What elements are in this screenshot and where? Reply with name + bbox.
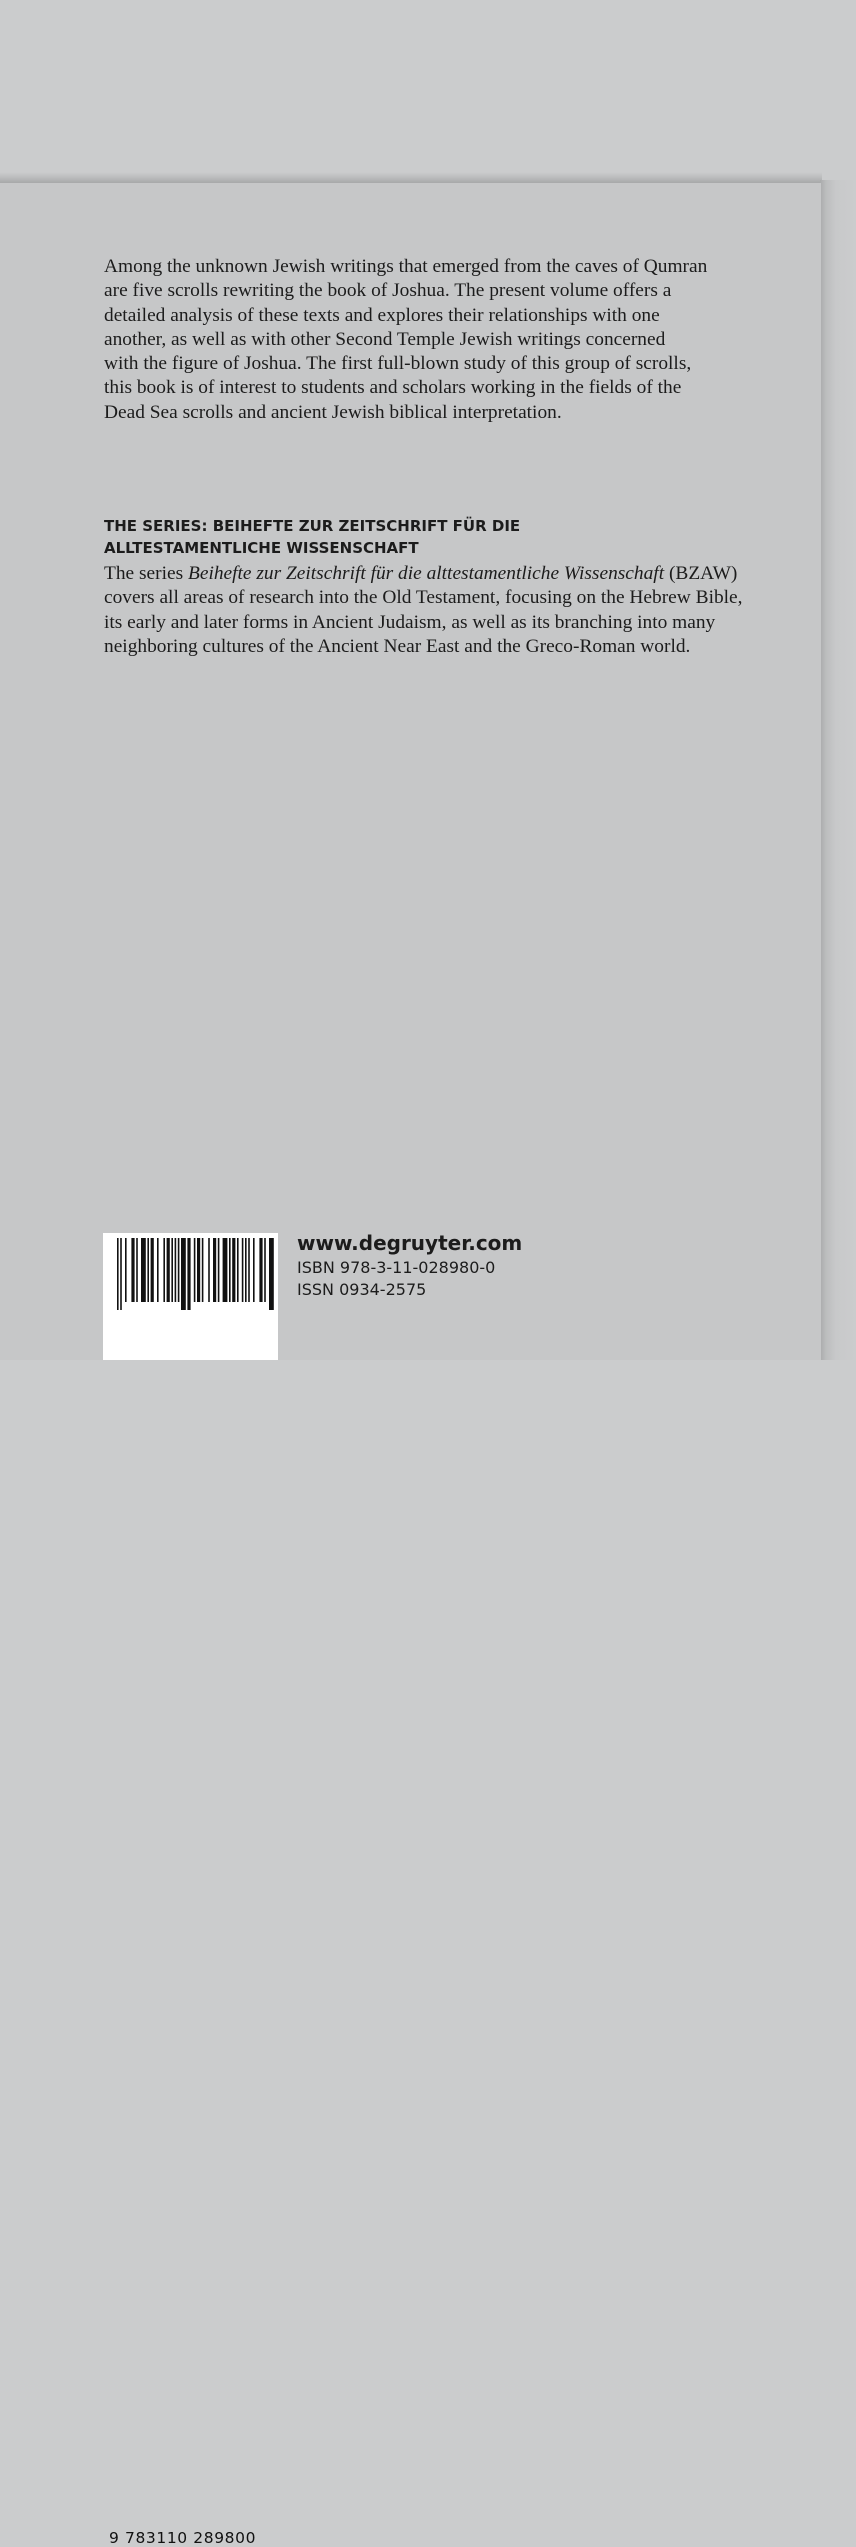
top-background [0, 0, 856, 172]
isbn-number: ISBN 978-3-11-028980-0 [297, 1258, 496, 1277]
barcode-digits: 9 783110 289800 [109, 2529, 257, 2547]
issn-number: ISSN 0934-2575 [297, 1280, 427, 1299]
series-description [104, 562, 744, 659]
publisher-url[interactable]: www.degruyter.com [297, 1231, 523, 1255]
series-title: Beihefte zur Zeitschrift für die alttestamentliche Wissenschaft [188, 563, 665, 584]
book-description: Among the unknown Jewish writings that emerged from the caves of Qumran are five scrolls rewriting the book of Joshua. The present volume offers a detailed analysis of these texts and explores their relationships with one another, as well as with other Second Temple Jewish writings concerned with the figure of Joshua. The first full-blown study of this group of scrolls, this book is of interest to students and scholars working in the fields of the Dead Sea scrolls and ancient Jewish biblical interpretation. [104, 256, 708, 423]
barcode-bars [103, 1233, 278, 1360]
isbn-barcode [103, 1233, 278, 2547]
series-heading: THE SERIES: BEIHEFTE ZUR ZEITSCHRIFT FÜR DIE ALLTESTAMENTLICHE WISSENSCHAFT [104, 517, 521, 557]
series-body: (BZAW) covers all areas of research into the Old Testament, focusing on the Hebrew Bible, its early and later forms in Ancient Judaism, as well as its branching into many neighboring cultures of the Ancient Near East and the Greco-Roman world. [104, 563, 743, 657]
panel-right-shadow [820, 180, 856, 1360]
publisher-info [297, 1229, 522, 1301]
series-intro: The series [104, 563, 188, 584]
